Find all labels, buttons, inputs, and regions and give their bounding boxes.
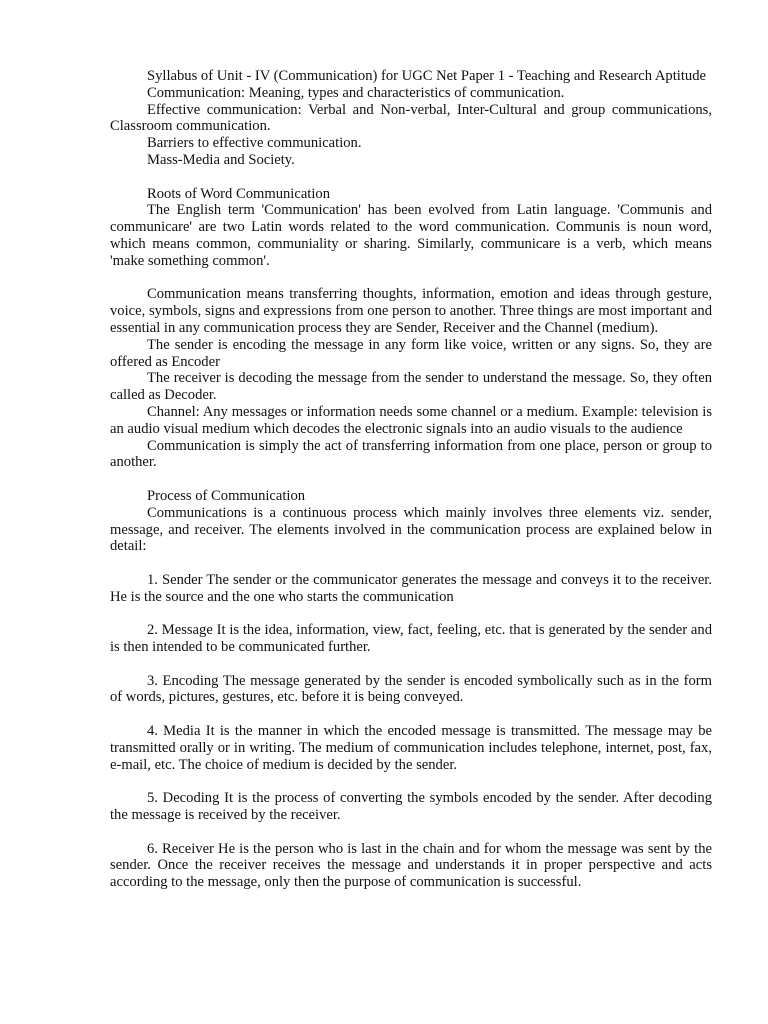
- process-intro: Communications is a continuous process which mainly involves three elements viz. sender, message, and receiver. The elements involved in the communication process are explained below in detail:: [110, 504, 712, 555]
- process-step-decoding: 5. Decoding It is the process of converting the symbols encoded by the sender. After decoding the message is received by the receiver.: [110, 790, 712, 824]
- process-heading: Process of Communication: [147, 487, 306, 504]
- process-step-encoding: 3. Encoding The message generated by the sender is encoded symbolically such as in the form of words, pictures, gestures, etc. before it is being conveyed.: [110, 672, 712, 706]
- spacer: [110, 169, 712, 186]
- spacer: [110, 824, 712, 841]
- syllabus-item: Mass-Media and Society.: [147, 151, 295, 168]
- meaning-paragraph: Communication is simply the act of transferring information from one place, person or group to another.: [110, 437, 712, 471]
- process-step-message: 2. Message It is the idea, information, view, fact, feeling, etc. that is generated by the sender and is then intended to be communicated further.: [110, 622, 712, 656]
- syllabus-item: Barriers to effective communication.: [147, 135, 362, 152]
- roots-paragraph: The English term 'Communication' has been evolved from Latin language. 'Communis and communicare' are two Latin words related to the word communication. Communis is noun word, which means common, communiality or sharing. Similarly, communicare is a verb, which means 'make something common'.: [110, 202, 712, 269]
- meaning-paragraph: The receiver is decoding the message from the sender to understand the message. So, they often called as Decoder.: [110, 370, 712, 404]
- syllabus-heading: Syllabus of Unit - IV (Communication) for UGC Net Paper 1 - Teaching and Research Aptitude: [147, 68, 706, 84]
- meaning-paragraph: The sender is encoding the message in any form like voice, written or any signs. So, they are offered as Encoder: [110, 336, 712, 370]
- spacer: [110, 606, 712, 623]
- meaning-paragraph: Channel: Any messages or information needs some channel or a medium. Example: television is an audio visual medium which decodes the electronic signals into an audio visuals to the audience: [110, 403, 712, 437]
- spacer: [110, 656, 712, 673]
- meaning-paragraph: Communication means transferring thoughts, information, emotion and ideas through gesture, voice, symbols, signs and expressions from one person to another. Three things are most important and essential in any communication process they are Sender, Receiver and the Channel (medium).: [110, 286, 712, 336]
- spacer: [110, 471, 712, 488]
- syllabus-item: Communication: Meaning, types and characteristics of communication.: [147, 84, 565, 101]
- process-step-sender: 1. Sender The sender or the communicator generates the message and conveys it to the receiver. He is the source and the one who starts the communication: [110, 571, 712, 605]
- spacer: [110, 706, 712, 723]
- spacer: [110, 270, 712, 287]
- process-step-media: 4. Media It is the manner in which the encoded message is transmitted. The message may be transmitted orally or in writing. The medium of communication includes telephone, internet, post, fax, e-mail, etc. The choice of medium is decided by the sender.: [110, 723, 712, 773]
- process-step-receiver: 6. Receiver He is the person who is last in the chain and for whom the message was sent by the sender. Once the receiver receives the message and understands it in proper perspective and acts according to the message, only then the purpose of communication is successful.: [110, 840, 712, 891]
- spacer: [110, 773, 712, 790]
- syllabus-item: Effective communication: Verbal and Non-verbal, Inter-Cultural and group communications, Classroom communication.: [110, 101, 712, 135]
- spacer: [110, 555, 712, 572]
- document-page: [110, 68, 712, 891]
- roots-heading: Roots of Word Communication: [147, 185, 330, 202]
